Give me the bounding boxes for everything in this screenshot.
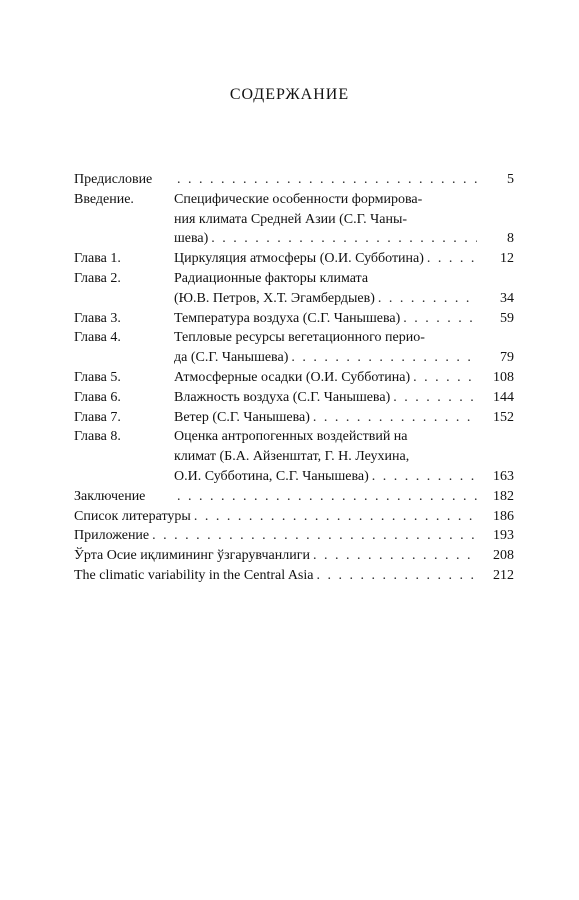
toc-entry-label: Предисловие: [74, 172, 153, 187]
toc-entry-label: Глава 7.: [74, 409, 121, 425]
toc-entry-title: Специфические особенности формирова-: [174, 191, 423, 207]
toc-entry-label: Глава 6.: [74, 389, 121, 405]
dot-leader: [316, 566, 477, 586]
toc-page-number: 79: [500, 350, 514, 366]
toc-page-number: 163: [493, 468, 514, 484]
toc-entry-title: ния климата Средней Азии (С.Г. Чаны-: [174, 211, 408, 227]
dot-leader: [378, 289, 477, 309]
dot-leader: [313, 546, 477, 566]
toc-entry-title: Приложение: [74, 528, 150, 544]
toc-entry-title: Радиационные факторы климата: [174, 270, 369, 286]
toc-entry-label: Заключение: [74, 488, 146, 504]
toc-page-number: 208: [493, 548, 514, 564]
toc-page-number: 5: [507, 172, 514, 187]
toc-entry-label: Глава 8.: [74, 429, 121, 445]
toc-entry[interactable]: [74, 427, 514, 486]
table-of-contents: [74, 170, 514, 586]
dot-leader: [194, 507, 477, 527]
toc-page-number: 34: [500, 290, 514, 306]
dot-leader: [403, 309, 477, 329]
toc-page-number: 186: [493, 508, 514, 524]
toc-entry-title: Влажность воздуха (С.Г. Чанышева): [174, 389, 391, 405]
toc-entry[interactable]: [74, 526, 514, 546]
toc-entry-title: О.И. Субботина, С.Г. Чанышева): [174, 468, 369, 484]
toc-entry-label: Глава 5.: [74, 369, 121, 385]
toc-entry-title: Атмосферные осадки (О.И. Субботина): [174, 369, 411, 385]
toc-page-number: 8: [507, 231, 514, 247]
toc-entry-title: Ўрта Осие иқлимининг ўзгарувчанлиги: [74, 548, 310, 564]
toc-entry[interactable]: [74, 269, 514, 309]
toc-entry-title: да (С.Г. Чанышева): [174, 350, 289, 366]
toc-entry-title: (Ю.В. Петров, Х.Т. Эгамбердыев): [174, 290, 375, 306]
dot-leader: [177, 487, 477, 507]
toc-entry[interactable]: [74, 507, 514, 527]
dot-leader: [413, 368, 477, 388]
toc-page-number: 59: [500, 310, 514, 326]
toc-entry-label: Глава 1.: [74, 251, 121, 267]
toc-entry-title: Оценка антропогенных воздействий на: [174, 429, 408, 445]
toc-entry-label: Глава 4.: [74, 330, 121, 346]
dot-leader: [393, 388, 477, 408]
dot-leader: [372, 467, 477, 487]
toc-entry-title: Температура воздуха (С.Г. Чанышева): [174, 310, 401, 326]
toc-entry[interactable]: [74, 249, 514, 269]
dot-leader: [152, 526, 477, 546]
dot-leader: [211, 229, 477, 249]
toc-entry[interactable]: [74, 388, 514, 408]
toc-entry-title: шева): [174, 231, 209, 247]
toc-entry[interactable]: [74, 328, 514, 368]
page-title: СОДЕРЖАНИЕ: [229, 86, 350, 103]
toc-entry-title: The climatic variability in the Central Asia: [74, 567, 314, 583]
toc-entry[interactable]: [74, 309, 514, 329]
toc-entry-title: климат (Б.А. Айзенштат, Г. Н. Леухина,: [174, 449, 410, 465]
toc-entry[interactable]: [74, 368, 514, 388]
toc-entry[interactable]: [74, 408, 514, 428]
toc-entry-label: Введение.: [74, 191, 134, 207]
toc-entry-title: Ветер (С.Г. Чанышева): [174, 409, 310, 425]
dot-leader: [427, 249, 477, 269]
toc-entry[interactable]: [74, 546, 514, 566]
toc-entry[interactable]: [74, 190, 514, 249]
toc-page-number: 193: [493, 528, 514, 544]
dot-leader: [291, 348, 477, 368]
toc-entry-label: Глава 3.: [74, 310, 121, 326]
toc-entry[interactable]: [74, 566, 514, 586]
toc-page-number: 152: [493, 409, 514, 425]
toc-page-number: 212: [493, 567, 514, 583]
dot-leader: [177, 170, 477, 190]
toc-entry[interactable]: [74, 170, 514, 190]
toc-page-number: 144: [493, 389, 514, 405]
toc-entry-title: Список литературы: [74, 508, 191, 524]
toc-entry-title: Циркуляция атмосферы (О.И. Субботина): [174, 251, 424, 267]
dot-leader: [313, 408, 477, 428]
toc-page-number: 108: [493, 369, 514, 385]
toc-entry-title: Тепловые ресурсы вегетационного перио-: [174, 330, 425, 346]
toc-entry-label: Глава 2.: [74, 270, 121, 286]
toc-entry[interactable]: [74, 487, 514, 507]
toc-page-number: 12: [500, 251, 514, 267]
toc-page-number: 182: [493, 488, 514, 504]
